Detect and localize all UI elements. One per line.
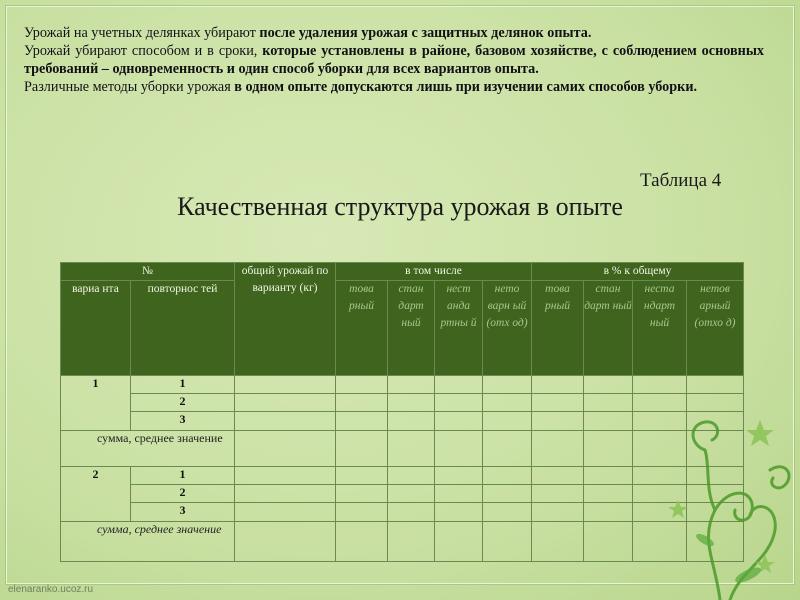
header-pct-waste: нетов арный (отхо д) <box>687 281 744 376</box>
repeat-cell: 1 <box>131 376 235 394</box>
header-total: общий урожай по варианту (кг) <box>235 263 336 376</box>
repeat-cell: 3 <box>131 412 235 430</box>
repeat-cell: 1 <box>131 466 235 484</box>
header-incl-standard: стан дарт ный <box>388 281 435 376</box>
intro-paragraph-3 <box>24 78 764 96</box>
sum-row-label: сумма, среднее значение <box>61 430 235 466</box>
header-pct-marketable: това рный <box>532 281 584 376</box>
intro-text <box>24 24 764 96</box>
header-incl-nonstandard: нест анда ртны й <box>435 281 483 376</box>
header-incl-waste: нето варн ый (отх од) <box>483 281 532 376</box>
header-repeats: повторнос тей <box>131 281 235 376</box>
repeat-cell: 2 <box>131 394 235 412</box>
intro-p3-normal: Различные методы уборки урожая <box>24 79 235 95</box>
variant-cell: 2 <box>61 466 131 521</box>
intro-p1-normal: Урожай на учетных делянках убирают <box>24 25 260 41</box>
decorative-swirl-ornament <box>660 390 800 600</box>
table-label: Таблица 4 <box>640 170 722 191</box>
header-pct-nonstandard: неста ндарт ный <box>633 281 687 376</box>
intro-paragraph-2 <box>24 42 764 78</box>
yield-structure-table <box>60 262 744 562</box>
sum-row-label: сумма, среднее значение <box>61 521 235 562</box>
header-variant: вариа нта <box>61 281 131 376</box>
repeat-cell: 3 <box>131 503 235 521</box>
header-including: в том числе <box>336 263 532 281</box>
intro-p1-bold: после удаления урожая с защитных делянок опыта. <box>259 25 592 41</box>
header-no: № <box>61 263 235 281</box>
intro-p2-normal: Урожай убирают способом и в сроки, <box>24 43 263 59</box>
repeat-cell: 2 <box>131 485 235 503</box>
intro-paragraph-1 <box>24 24 764 42</box>
header-percent: в % к общему <box>532 263 744 281</box>
header-incl-marketable: това рный <box>336 281 388 376</box>
intro-p3-bold: в одном опыте допускаются лишь при изучении самих способов уборки. <box>234 79 698 95</box>
table-title: Качественная структура урожая в опыте <box>177 192 623 221</box>
intro-p2-bold: которые установлены в районе, базовом хозяйстве, с соблюдением основных требований – одновременность и один способ уборки для всех вариантов опыта. <box>24 43 764 77</box>
watermark: elenaranko.ucoz.ru <box>8 584 94 595</box>
variant-cell: 1 <box>61 376 131 431</box>
header-pct-standard: стан дарт ный <box>584 281 633 376</box>
